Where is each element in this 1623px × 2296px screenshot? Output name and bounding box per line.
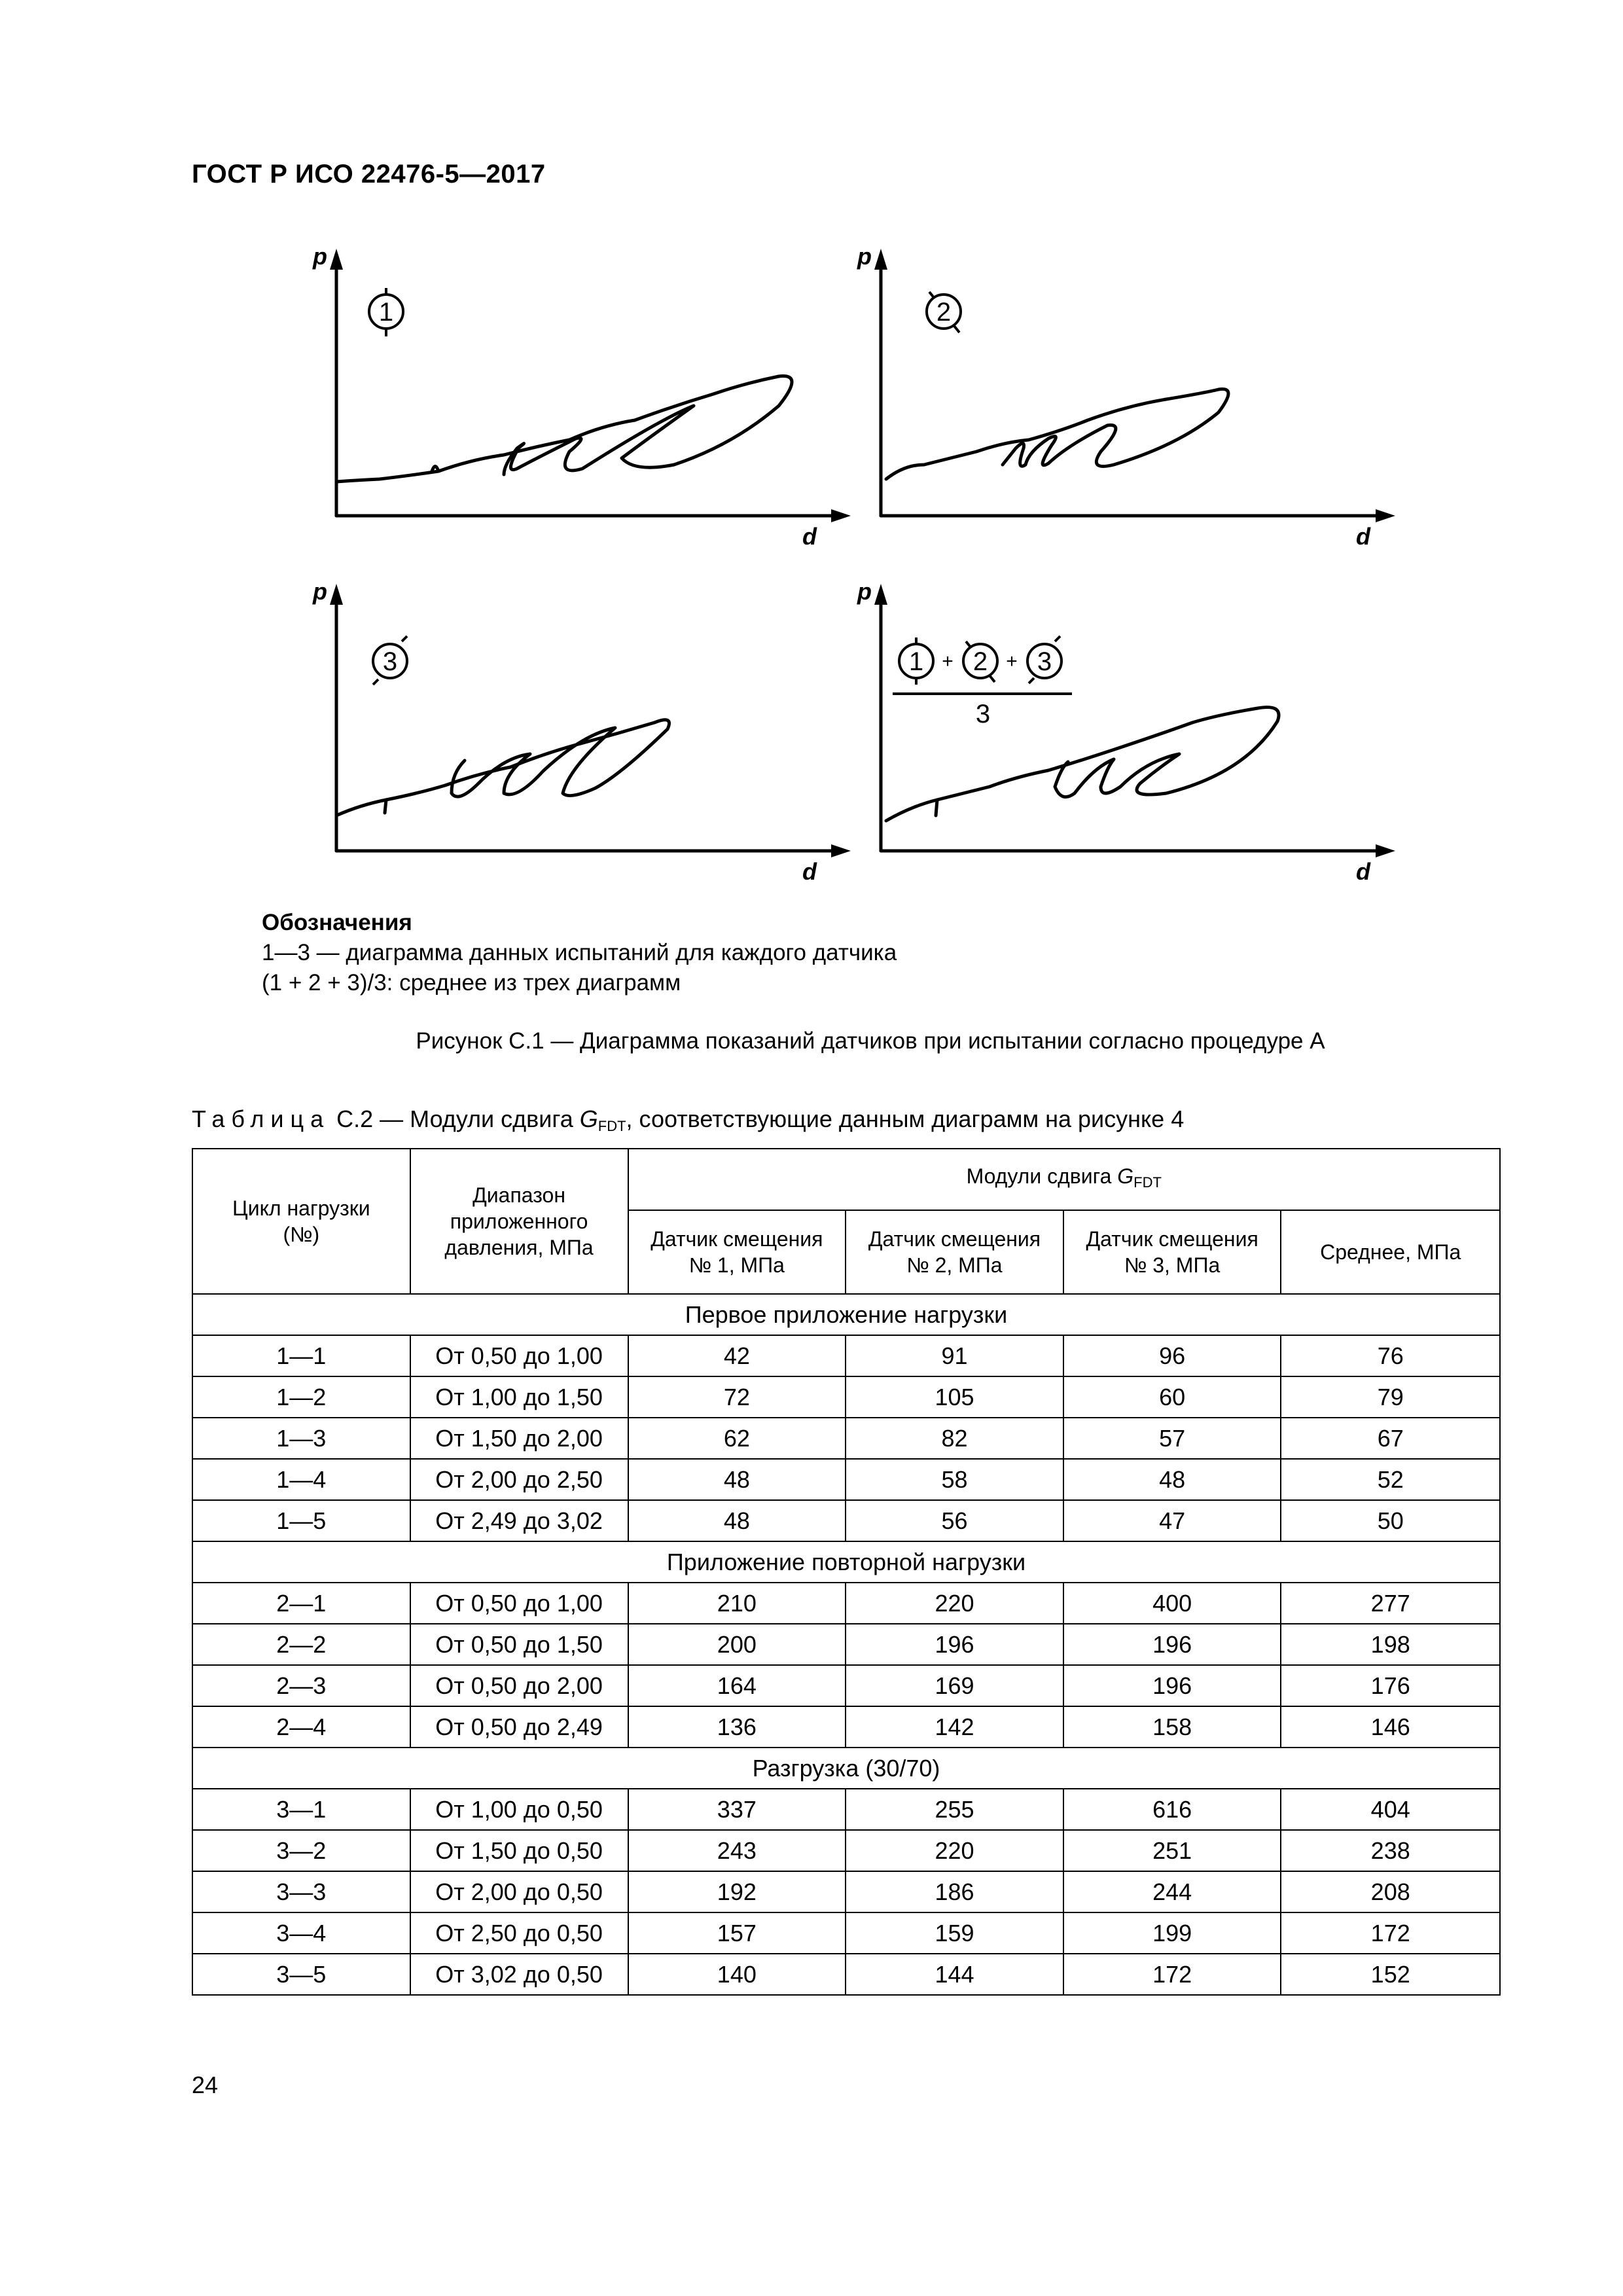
table-cell: От 0,50 до 2,00 [410, 1665, 628, 1706]
table-cell: 220 [846, 1830, 1063, 1871]
panel-marker-2 [927, 292, 961, 332]
table-cell: 3—5 [192, 1954, 410, 1995]
table-row [192, 1335, 1500, 1376]
header-range: Диапазон приложенного давления, МПа [410, 1149, 628, 1294]
y-axis-label: p [313, 243, 327, 270]
header-moduli: Модули сдвига $G_{FDT}$ [628, 1149, 1500, 1210]
table-cell: 79 [1281, 1376, 1500, 1418]
table-cell: 3—1 [192, 1789, 410, 1830]
plot-sensor-1 [308, 243, 857, 566]
table-cell: 2—4 [192, 1706, 410, 1748]
panel-marker-3 [373, 636, 407, 685]
table-cell: 50 [1281, 1500, 1500, 1541]
table-cell: 1—3 [192, 1418, 410, 1459]
plot-sensor-2 [852, 243, 1402, 566]
table-cell: 76 [1281, 1335, 1500, 1376]
svg-text:d: d [802, 858, 817, 885]
table-cell: 47 [1063, 1500, 1281, 1541]
svg-text:d: d [1356, 858, 1370, 885]
table-cell: 82 [846, 1418, 1063, 1459]
table-row [192, 1871, 1500, 1912]
table-row [192, 1830, 1500, 1871]
table-row [192, 1500, 1500, 1541]
table-cell: 176 [1281, 1665, 1500, 1706]
table-cell: 157 [628, 1912, 846, 1954]
svg-text:p: p [313, 578, 327, 605]
figure-legend [262, 908, 897, 998]
svg-text:2: 2 [972, 647, 988, 676]
table-cell: От 0,50 до 2,49 [410, 1706, 628, 1748]
table-row [192, 1583, 1500, 1624]
table-cell: 57 [1063, 1418, 1281, 1459]
table-cell: 48 [628, 1459, 846, 1500]
table-cell: 172 [1281, 1912, 1500, 1954]
table-cell: 152 [1281, 1954, 1500, 1995]
table-cell: 196 [846, 1624, 1063, 1665]
table-cell: 96 [1063, 1335, 1281, 1376]
plot-sensor-3-svg [308, 577, 857, 891]
table-row [192, 1376, 1500, 1418]
table-cell: 1—4 [192, 1459, 410, 1500]
svg-text:+: + [1006, 651, 1018, 672]
table-section-title: Первое приложение нагрузки [192, 1294, 1500, 1335]
svg-text:1: 1 [908, 647, 924, 676]
table-cell: 1—1 [192, 1335, 410, 1376]
svg-text:+: + [942, 651, 954, 672]
table-cell: 196 [1063, 1665, 1281, 1706]
table-cell: 210 [628, 1583, 846, 1624]
table-cell: 159 [846, 1912, 1063, 1954]
table-cell: 251 [1063, 1830, 1281, 1871]
table-cell: 72 [628, 1376, 846, 1418]
table-cell: 164 [628, 1665, 846, 1706]
table-cell: От 1,50 до 0,50 [410, 1830, 628, 1871]
header-sensor-2: Датчик смещения № 2, МПа [846, 1210, 1063, 1294]
curve-average [886, 708, 1279, 821]
svg-text:1: 1 [378, 298, 394, 327]
table-cell: 140 [628, 1954, 846, 1995]
table-cell: 337 [628, 1789, 846, 1830]
table-cell: От 0,50 до 1,50 [410, 1624, 628, 1665]
table-row [192, 1789, 1500, 1830]
table-cell: 1—2 [192, 1376, 410, 1418]
table-cell: От 3,02 до 0,50 [410, 1954, 628, 1995]
curve-1 [336, 376, 792, 482]
table-cell: 404 [1281, 1789, 1500, 1830]
table-row [192, 1459, 1500, 1500]
table-cell: 67 [1281, 1418, 1500, 1459]
table-cell: От 2,49 до 3,02 [410, 1500, 628, 1541]
table-cell: 255 [846, 1789, 1063, 1830]
document-header: ГОСТ Р ИСО 22476-5—2017 [192, 160, 546, 188]
table-cell: 169 [846, 1665, 1063, 1706]
table-cell: От 1,00 до 0,50 [410, 1789, 628, 1830]
table-cell: 144 [846, 1954, 1063, 1995]
table-row [192, 1665, 1500, 1706]
svg-text:p: p [857, 578, 872, 605]
table-cell: 105 [846, 1376, 1063, 1418]
table-cell: 62 [628, 1418, 846, 1459]
table-cell: 192 [628, 1871, 846, 1912]
table-cell: От 1,00 до 1,50 [410, 1376, 628, 1418]
table-cell: 199 [1063, 1912, 1281, 1954]
svg-text:d: d [1356, 523, 1370, 550]
table-cell: От 1,50 до 2,00 [410, 1418, 628, 1459]
table-body [192, 1294, 1500, 1995]
plot-average [852, 577, 1402, 895]
legend-title: Обозначения [262, 910, 412, 935]
table-cell: От 2,00 до 0,50 [410, 1871, 628, 1912]
header-sensor-3: Датчик смещения № 3, МПа [1063, 1210, 1281, 1294]
table-cell: От 0,50 до 1,00 [410, 1583, 628, 1624]
table-cell: От 2,00 до 2,50 [410, 1459, 628, 1500]
table-cell: 1—5 [192, 1500, 410, 1541]
legend-line-1: 1—3 — диаграмма данных испытаний для каждого датчика [262, 940, 897, 965]
table-cell: 142 [846, 1706, 1063, 1748]
table-row [192, 1418, 1500, 1459]
table-cell: 2—2 [192, 1624, 410, 1665]
table-cell: 158 [1063, 1706, 1281, 1748]
plot-sensor-2-svg [852, 243, 1402, 563]
table-cell: 48 [628, 1500, 846, 1541]
table-cell: 3—4 [192, 1912, 410, 1954]
table-cell: 58 [846, 1459, 1063, 1500]
shear-moduli-table [192, 1148, 1501, 1996]
table-cell: От 0,50 до 1,00 [410, 1335, 628, 1376]
table-cell: 243 [628, 1830, 846, 1871]
table-row [192, 1954, 1500, 1995]
curve-2 [886, 389, 1228, 479]
plot-sensor-1-svg [308, 243, 857, 563]
average-fraction [893, 636, 1072, 728]
table-cell: 200 [628, 1624, 846, 1665]
x-axis-label: d [802, 523, 817, 550]
svg-text:2: 2 [936, 298, 952, 327]
table-cell: 2—3 [192, 1665, 410, 1706]
svg-text:3: 3 [975, 700, 991, 728]
table-cell: 136 [628, 1706, 846, 1748]
table-cell: 3—2 [192, 1830, 410, 1871]
table-cell: 196 [1063, 1624, 1281, 1665]
table-cell: 48 [1063, 1459, 1281, 1500]
plot-sensor-3 [308, 577, 857, 895]
svg-text:3: 3 [1037, 647, 1052, 676]
table-row [192, 1912, 1500, 1954]
table-section-title: Приложение повторной нагрузки [192, 1541, 1500, 1583]
table-cell: 238 [1281, 1830, 1500, 1871]
header-cycle: Цикл нагрузки (№) [192, 1149, 410, 1294]
table-row [192, 1624, 1500, 1665]
table-cell: 60 [1063, 1376, 1281, 1418]
svg-text:3: 3 [382, 647, 398, 676]
table-cell: 172 [1063, 1954, 1281, 1995]
table-cell: 2—1 [192, 1583, 410, 1624]
header-sensor-1: Датчик смещения № 1, МПа [628, 1210, 846, 1294]
figure-caption: Рисунок С.1 — Диаграмма показаний датчиков при испытании согласно процедуре А [416, 1028, 1325, 1054]
header-mean: Среднее, МПа [1281, 1210, 1500, 1294]
table-cell: От 2,50 до 0,50 [410, 1912, 628, 1954]
table-cell: 400 [1063, 1583, 1281, 1624]
page-number: 24 [192, 2072, 219, 2098]
table-section-title: Разгрузка (30/70) [192, 1748, 1500, 1789]
table-cell: 277 [1281, 1583, 1500, 1624]
plot-average-svg [852, 577, 1402, 891]
table-cell: 220 [846, 1583, 1063, 1624]
table-cell: 244 [1063, 1871, 1281, 1912]
svg-text:p: p [857, 243, 872, 270]
table-cell: 186 [846, 1871, 1063, 1912]
table-cell: 56 [846, 1500, 1063, 1541]
table-cell: 91 [846, 1335, 1063, 1376]
table-title: Таблица С.2 — Модули сдвига $G_{FDT}$, соответствующие данным диаграмм на рисунке 4 [192, 1105, 1185, 1134]
table-cell: 616 [1063, 1789, 1281, 1830]
panel-marker-1 [369, 288, 403, 336]
table-cell: 208 [1281, 1871, 1500, 1912]
table-cell: 52 [1281, 1459, 1500, 1500]
table-cell: 42 [628, 1335, 846, 1376]
legend-line-2: (1 + 2 + 3)/3: среднее из трех диаграмм [262, 970, 681, 996]
table-row [192, 1706, 1500, 1748]
table-cell: 3—3 [192, 1871, 410, 1912]
table-cell: 146 [1281, 1706, 1500, 1748]
table-cell: 198 [1281, 1624, 1500, 1665]
